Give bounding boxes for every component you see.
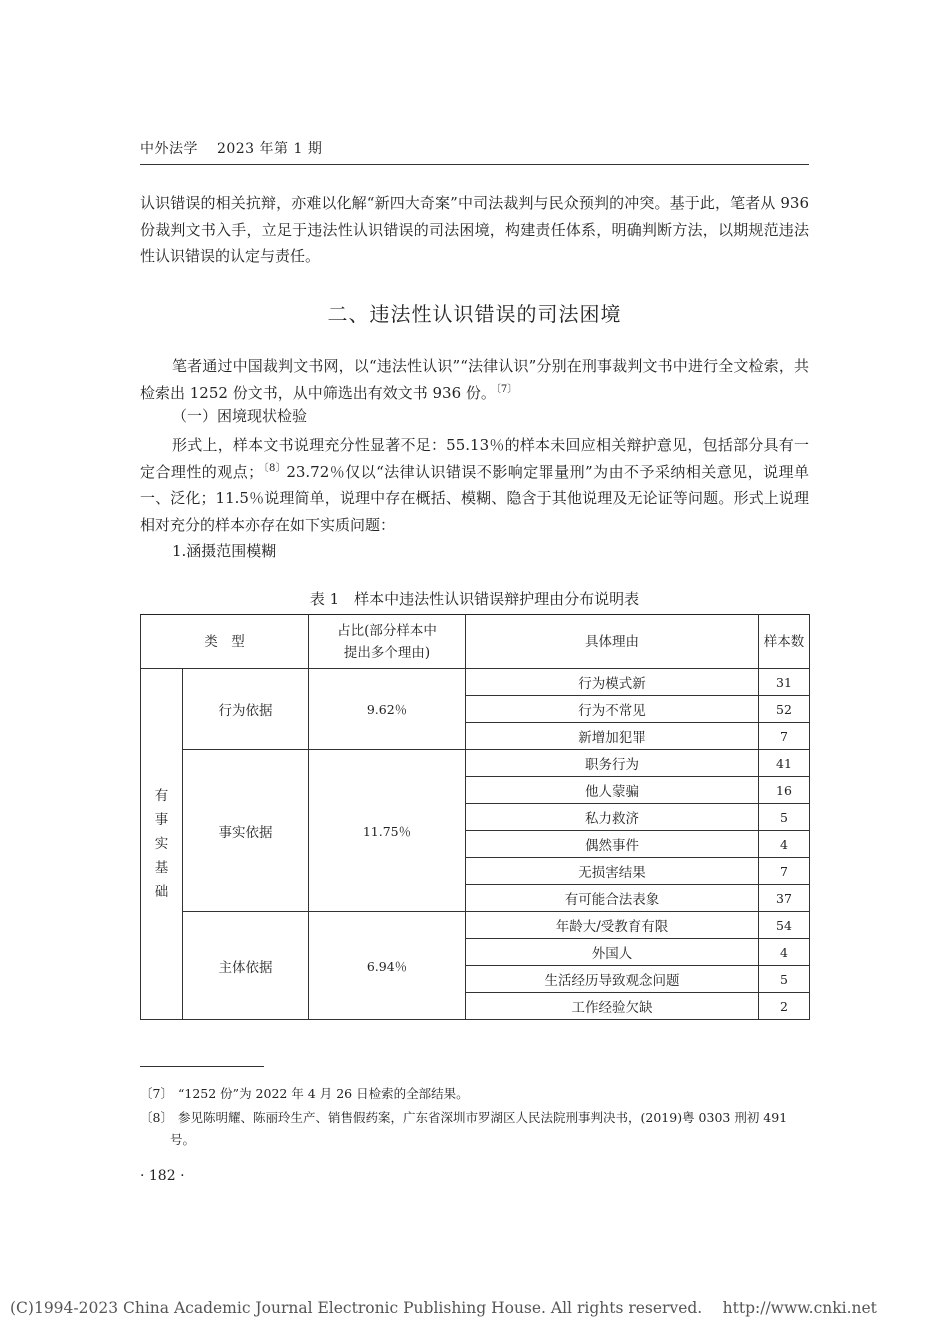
reason-cell: 工作经验欠缺 bbox=[466, 993, 759, 1020]
footnote-text: 参见陈明耀、陈丽玲生产、销售假药案，广东省深圳市罗湖区人民法院刑事判决书，(2019)粤 0303 刑初 491 号。 bbox=[170, 1110, 788, 1147]
count-cell: 54 bbox=[759, 912, 810, 939]
outer-group-char: 基 bbox=[154, 860, 169, 876]
count-cell: 52 bbox=[759, 696, 810, 723]
subsection-heading-2: 1.涵摄范围模糊 bbox=[172, 542, 277, 560]
intro-paragraph: 认识错误的相关抗辩，亦难以化解“新四大奇案”中司法裁判与民众预判的冲突。基于此，笔者从 936 份裁判文书入手，立足于违法性认识错误的司法困境，构建责任体系，明确判断方法，以期规范违法性认识错误的认定与责任。 bbox=[140, 194, 809, 265]
section-title: 二、违法性认识错误的司法困境 bbox=[327, 302, 622, 326]
outer-group-char: 有 bbox=[154, 788, 169, 804]
reason-cell: 职务行为 bbox=[466, 750, 759, 777]
group-ratio: 6.94％ bbox=[309, 912, 466, 1020]
footnote-ref-8[interactable]: 〔8〕 bbox=[263, 462, 287, 474]
footnote-ref-7[interactable]: 〔7〕 bbox=[495, 383, 518, 395]
reason-cell: 新增加犯罪 bbox=[466, 723, 759, 750]
paragraph-2-text-b: 23.72％仅以“法律认识错误不影响定罪量刑”为由不予采纳相关意见，说理单一、泛化；11.5％说理简单，说理中存在概括、模糊、隐含于其他说理及无论证等问题。形式上说理相对充分的样本亦存在如下实质问题： bbox=[140, 462, 809, 534]
group-name: 事实依据 bbox=[183, 750, 309, 912]
footnote-7 bbox=[140, 1083, 809, 1105]
reason-cell: 生活经历导致观念问题 bbox=[466, 966, 759, 993]
defense-reasons-table bbox=[140, 614, 810, 1020]
reason-cell: 他人蒙骗 bbox=[466, 777, 759, 804]
subsection-heading-1: （一）困境现状检验 bbox=[172, 407, 308, 425]
table-row bbox=[141, 750, 810, 777]
group-ratio: 11.75％ bbox=[309, 750, 466, 912]
reason-cell: 外国人 bbox=[466, 939, 759, 966]
footnote-8 bbox=[140, 1107, 809, 1151]
outer-group-char: 事 bbox=[154, 812, 169, 828]
table-row bbox=[141, 912, 810, 939]
reason-cell: 年龄大/受教育有限 bbox=[466, 912, 759, 939]
paragraph-1-text: 笔者通过中国裁判文书网，以“违法性认识”“法律认识”分别在刑事裁判文书中进行全文检索，共检索出 1252 份文书，从中筛选出有效文书 936 份。 bbox=[140, 357, 809, 402]
count-cell: 2 bbox=[759, 993, 810, 1020]
header-count: 样本数 bbox=[759, 615, 810, 669]
header-type: 类 型 bbox=[141, 615, 309, 669]
header-rule bbox=[140, 164, 809, 165]
header-ratio-line1: 占比(部分样本中 bbox=[337, 622, 437, 639]
count-cell: 16 bbox=[759, 777, 810, 804]
table-caption: 表 1 样本中违法性认识错误辩护理由分布说明表 bbox=[309, 590, 640, 608]
header-reason: 具体理由 bbox=[466, 615, 759, 669]
reason-cell: 有可能合法表象 bbox=[466, 885, 759, 912]
footnote-mark: 〔8〕 bbox=[140, 1110, 173, 1125]
group-name: 主体依据 bbox=[183, 912, 309, 1020]
count-cell: 7 bbox=[759, 723, 810, 750]
page-number: · 182 · bbox=[140, 1168, 185, 1184]
table-row bbox=[141, 669, 810, 696]
header-ratio-line2: 提出多个理由) bbox=[343, 644, 431, 661]
outer-group-char: 础 bbox=[154, 884, 169, 900]
reason-cell: 行为不常见 bbox=[466, 696, 759, 723]
issue-label: 2023 年第 1 期 bbox=[216, 141, 323, 157]
header-ratio bbox=[309, 615, 466, 669]
reason-cell: 私力救济 bbox=[466, 804, 759, 831]
paragraph-2 bbox=[140, 432, 809, 538]
reason-cell: 无损害结果 bbox=[466, 858, 759, 885]
reason-cell: 偶然事件 bbox=[466, 831, 759, 858]
count-cell: 37 bbox=[759, 885, 810, 912]
count-cell: 31 bbox=[759, 669, 810, 696]
reason-cell: 行为模式新 bbox=[466, 669, 759, 696]
footnote-rule bbox=[140, 1066, 264, 1067]
footnote-text: “1252 份”为 2022 年 4 月 26 日检索的全部结果。 bbox=[178, 1086, 469, 1101]
count-cell: 4 bbox=[759, 939, 810, 966]
group-ratio: 9.62％ bbox=[309, 669, 466, 750]
count-cell: 5 bbox=[759, 804, 810, 831]
running-header bbox=[140, 138, 336, 158]
group-name: 行为依据 bbox=[183, 669, 309, 750]
journal-name: 中外法学 bbox=[140, 141, 198, 157]
paragraph-2-text-a: 形式上，样本文书说理充分性显著不足：55.13％的样本未回应相关辩护意见，包括部分具有一定合理性的观点； bbox=[140, 436, 809, 481]
footnote-mark: 〔7〕 bbox=[140, 1086, 173, 1101]
paragraph-1 bbox=[140, 353, 809, 406]
outer-group-char: 实 bbox=[154, 836, 169, 852]
outer-group-label bbox=[141, 669, 183, 1020]
count-cell: 4 bbox=[759, 831, 810, 858]
count-cell: 41 bbox=[759, 750, 810, 777]
count-cell: 5 bbox=[759, 966, 810, 993]
count-cell: 7 bbox=[759, 858, 810, 885]
copyright-notice: (C)1994-2023 China Academic Journal Electronic Publishing House. All rights reserved. http://www.cnki.net bbox=[10, 1299, 877, 1317]
